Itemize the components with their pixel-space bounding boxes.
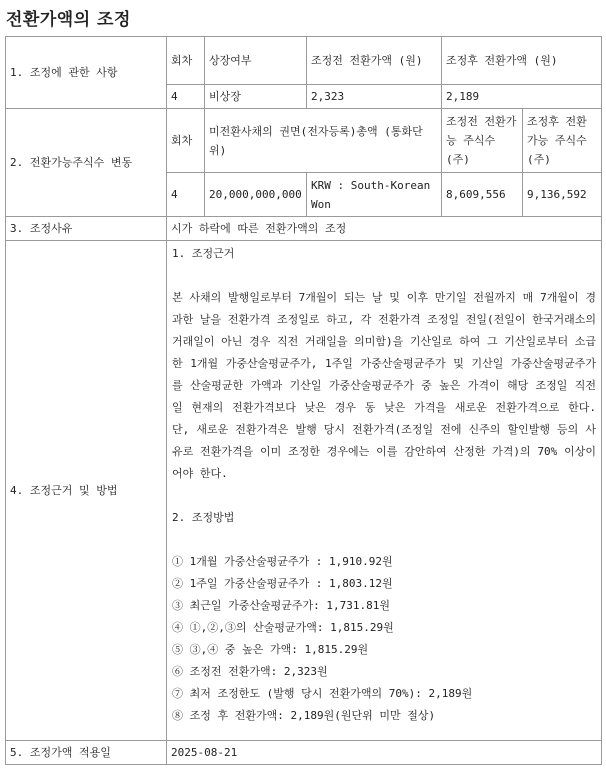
r1-after-price: 2,189 <box>442 85 602 109</box>
r4-content <box>167 241 602 741</box>
method-item: ② 1주일 가중산술평균주가 : 1,803.12원 <box>172 577 393 590</box>
r2-header-round: 회차 <box>167 109 205 173</box>
r4-method-list <box>172 551 596 727</box>
r4-row <box>6 241 602 741</box>
method-item: ⑧ 조정 후 전환가액: 2,189원(원단위 미만 절상) <box>172 709 436 722</box>
r2-before-shares: 8,609,556 <box>442 173 523 217</box>
r5-effective-date: 2025-08-21 <box>167 741 602 765</box>
adjustment-table <box>5 36 602 765</box>
method-item: ① 1개월 가중산술평균주가 : 1,910.92원 <box>172 555 393 568</box>
r5-row <box>6 741 602 765</box>
method-item: ③ 최근일 가중산술평균주가: 1,731.81원 <box>172 599 390 612</box>
r3-label: 3. 조정사유 <box>6 217 167 241</box>
r1-round: 4 <box>167 85 205 109</box>
r1-header-after-price: 조정후 전환가액 (원) <box>442 37 602 85</box>
r1-header-row <box>6 37 602 85</box>
r4-label: 4. 조정근거 및 방법 <box>6 241 167 741</box>
method-item: ⑥ 조정전 전환가액: 2,323원 <box>172 665 328 678</box>
r2-header-row <box>6 109 602 173</box>
method-item: ④ ①,②,③의 산술평균가액: 1,815.29원 <box>172 621 394 634</box>
r1-header-before-price: 조정전 전환가액 (원) <box>307 37 442 85</box>
r1-listing: 비상장 <box>205 85 307 109</box>
r4-section2-title: 2. 조정방법 <box>172 511 235 524</box>
r2-round: 4 <box>167 173 205 217</box>
method-item: ⑦ 최저 조정한도 (발행 당시 전환가액의 70%): 2,189원 <box>172 687 473 700</box>
r5-label: 5. 조정가액 적용일 <box>6 741 167 765</box>
r2-label: 2. 전환가능주식수 변동 <box>6 109 167 217</box>
r3-reason: 시가 하락에 따른 전환가액의 조정 <box>167 217 602 241</box>
r2-currency: KRW : South-Korean Won <box>307 173 442 217</box>
r3-row <box>6 217 602 241</box>
page-title: 전환가액의 조정 <box>6 10 131 30</box>
r1-label: 1. 조정에 관한 사항 <box>6 37 167 109</box>
r1-before-price: 2,323 <box>307 85 442 109</box>
r1-header-listing: 상장여부 <box>205 37 307 85</box>
r4-basis-paragraph: 본 사채의 발행일로부터 7개월이 되는 날 및 이후 만기일 전월까지 매 7개월이 경과한 날을 전환가격 조정일로 하고, 각 전환가격 조정일 전일(전일이 한국거래소의 거래일이 아닌 경우 직전 거래일을 의미함)을 기산일로 하여 그 기산일로부터 소급한 1개월 가중산술평균주가, 1주일 가중산술평균주가 및 기산일 가중산술평균주가를 산술평균한 가액과 기산일 가중산술평균주가 중 높은 가격이 해당 조정일 직전일 현재의 전환가격보다 낮은 경우 동 낮은 가격을 새로운 전환가격으로 한다. 단, 새로운 전환가격은 발행 당시 전환가격(조정일 전에 신주의 할인발행 등의 사유로 전환가격을 이미 조정한 경우에는 이를 감안하여 산정한 가격)의 70% 이상이어야 한다. <box>172 291 597 480</box>
r2-face-amount: 20,000,000,000 <box>205 173 307 217</box>
r2-header-face-amount: 미전환사채의 권면(전자등록)총액 (통화단위) <box>205 109 442 173</box>
r1-header-round: 회차 <box>167 37 205 85</box>
method-item: ⑤ ③,④ 중 높은 가액: 1,815.29원 <box>172 643 369 656</box>
r2-header-before-shares: 조정전 전환가능 주식수(주) <box>442 109 523 173</box>
r4-section1-title: 1. 조정근거 <box>172 247 235 260</box>
r2-header-after-shares: 조정후 전환가능 주식수(주) <box>523 109 602 173</box>
r2-after-shares: 9,136,592 <box>523 173 602 217</box>
